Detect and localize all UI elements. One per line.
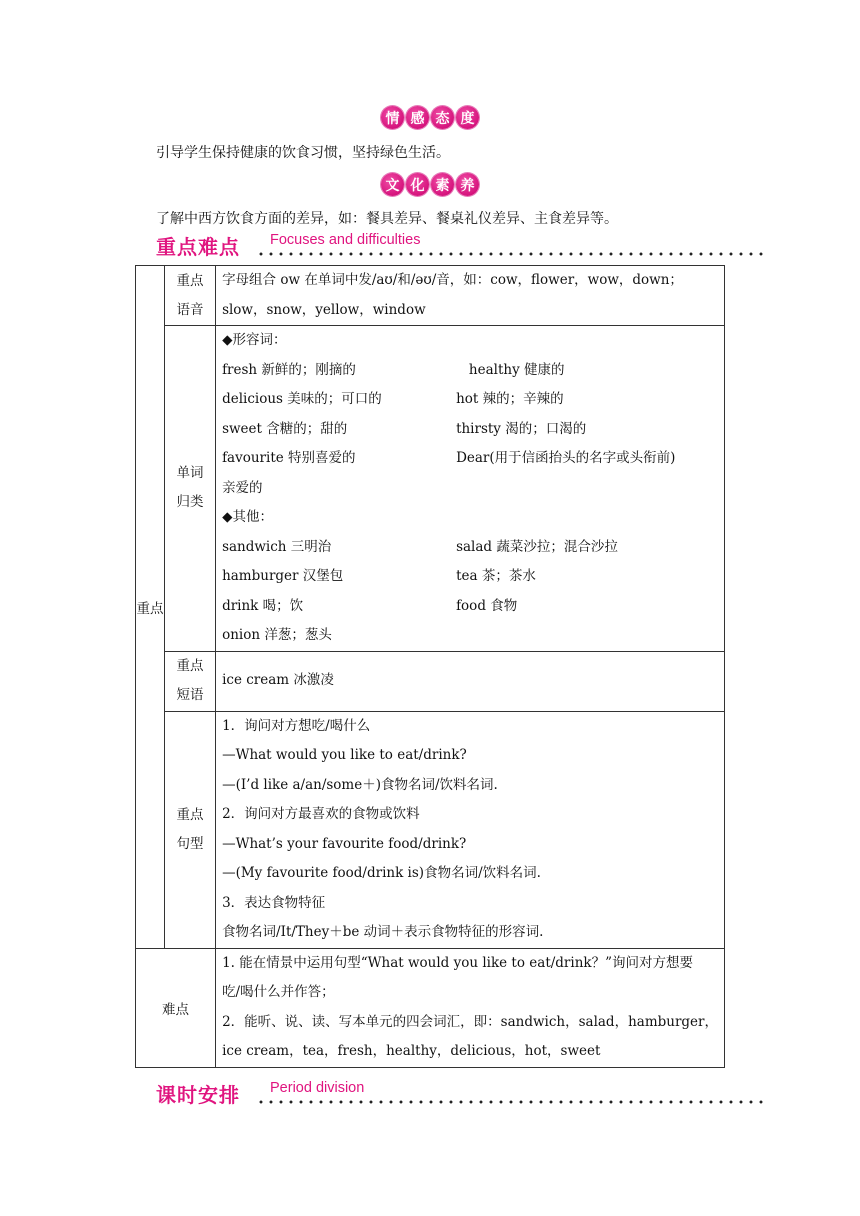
phonetics-content <box>216 266 725 326</box>
word-entry: Dear(用于信函抬头的名字或头衔前) <box>456 450 676 466</box>
phrases-content: ice cream 冰激凌 <box>216 651 725 711</box>
period-heading <box>156 1080 766 1110</box>
adj-heading: ◆形容词： <box>222 332 287 348</box>
text-line: —(My favourite food/drink is)食物名词/饮料名词. <box>222 865 541 881</box>
word-row <box>222 592 718 622</box>
badge-char: 化 <box>406 173 429 196</box>
label-line: 单词 <box>176 465 204 482</box>
badge-char: 感 <box>406 106 429 129</box>
word-row <box>222 533 718 563</box>
words-content <box>216 326 725 652</box>
word-entry <box>456 621 718 651</box>
label-line: 短语 <box>176 687 204 703</box>
other-heading: ◆其他： <box>222 509 273 525</box>
emotion-badge <box>0 106 860 129</box>
word-row <box>222 562 718 592</box>
key-label: 重点 <box>136 266 165 949</box>
badge-char: 度 <box>456 106 479 129</box>
word-entry: favourite 特别喜爱的 <box>222 450 356 466</box>
word-entry: healthy 健康的 <box>456 361 565 378</box>
label-line: 重点 <box>176 806 204 823</box>
word-entry: fresh 新鲜的；刚摘的 <box>222 361 356 378</box>
word-entry: hot 辣的；辛辣的 <box>456 391 564 407</box>
badge-char: 文 <box>381 173 404 196</box>
badge-char: 情 <box>381 106 404 129</box>
word-entry: thirsty 渴的；口渴的 <box>456 420 587 437</box>
label-line: 重点 <box>176 658 204 674</box>
words-label <box>164 326 215 652</box>
dotted-divider <box>256 252 766 256</box>
word-entry: tea 茶；茶水 <box>456 568 536 584</box>
word-entry: sandwich 三明治 <box>222 538 332 555</box>
focuses-heading-en: Focuses and difficulties <box>270 232 421 248</box>
phrases-label <box>164 651 215 711</box>
emotion-text: 引导学生保持健康的饮食习惯，坚持绿色生活。 <box>156 145 450 161</box>
word-row <box>222 444 718 474</box>
text-line: 3．表达食物特征 <box>222 894 326 911</box>
text-line: 字母组合 ow 在单词中发/aʊ/和/əʊ/音，如：cow，flower，wow，down； <box>222 272 683 288</box>
text-line: 2．询问对方最喜欢的食物或饮料 <box>222 806 420 822</box>
period-heading-cn: 课时安排 <box>156 1083 240 1107</box>
table-row <box>136 651 725 711</box>
text-line: —(I’d like a/an/some＋)食物名词/饮料名词. <box>222 776 498 793</box>
word-entry: delicious 美味的；可口的 <box>222 391 382 407</box>
word-entry: sweet 含糖的；甜的 <box>222 420 348 437</box>
label-line: 句型 <box>176 835 204 852</box>
word-entry: onion 洋葱；葱头 <box>222 627 332 643</box>
text-line: —What would you like to eat/drink? <box>222 747 467 763</box>
sentences-label <box>164 711 215 948</box>
phonetics-label <box>164 266 215 326</box>
label-line: 重点 <box>176 272 204 289</box>
culture-badge <box>0 173 860 196</box>
text-line: 1．询问对方想吃/喝什么 <box>222 717 371 734</box>
label-line: 语音 <box>176 301 204 318</box>
table-row <box>136 326 725 652</box>
badge-char: 素 <box>431 173 454 196</box>
text-line: 食物名词/It/They＋be 动词＋表示食物特征的形容词. <box>222 924 544 940</box>
text-line: slow，snow，yellow，window <box>222 301 426 318</box>
text-line: 2．能听、说、读、写本单元的四会词汇，即：sandwich，salad，hamburger， <box>222 1013 718 1030</box>
word-entry: hamburger 汉堡包 <box>222 568 344 584</box>
badge-char: 养 <box>456 173 479 196</box>
difficulty-label: 难点 <box>136 948 216 1067</box>
word-entry: drink 喝；饮 <box>222 597 304 614</box>
text-line: —What’s your favourite food/drink? <box>222 835 467 852</box>
dotted-divider <box>256 1100 766 1104</box>
culture-text: 了解中西方饮食方面的差异，如：餐具差异、餐桌礼仪差异、主食差异等。 <box>156 211 618 227</box>
word-entry: salad 蔬菜沙拉；混合沙拉 <box>456 538 618 555</box>
word-row <box>222 356 718 386</box>
text-line: ice cream，tea，fresh，healthy，delicious，hot，sweet <box>222 1043 601 1059</box>
word-entry: 亲爱的 <box>222 479 263 496</box>
table-row <box>136 266 725 326</box>
badge-char: 态 <box>431 106 454 129</box>
label-line: 归类 <box>176 494 204 511</box>
period-heading-en: Period division <box>270 1080 365 1096</box>
word-row <box>222 621 718 651</box>
table-row <box>136 711 725 948</box>
sentences-content <box>216 711 725 948</box>
table-row <box>136 948 725 1067</box>
word-row <box>222 415 718 445</box>
word-row <box>222 385 718 415</box>
focuses-heading <box>156 232 766 262</box>
text-line: 1. 能在情景中运用句型“What would you like to eat/drink？”询问对方想要 <box>222 954 693 971</box>
focus-table <box>135 265 725 1068</box>
text-line: 吃/喝什么并作答； <box>222 984 335 1000</box>
word-entry: food 食物 <box>456 597 518 614</box>
difficulties-content <box>216 948 725 1067</box>
focuses-heading-cn: 重点难点 <box>156 235 240 259</box>
